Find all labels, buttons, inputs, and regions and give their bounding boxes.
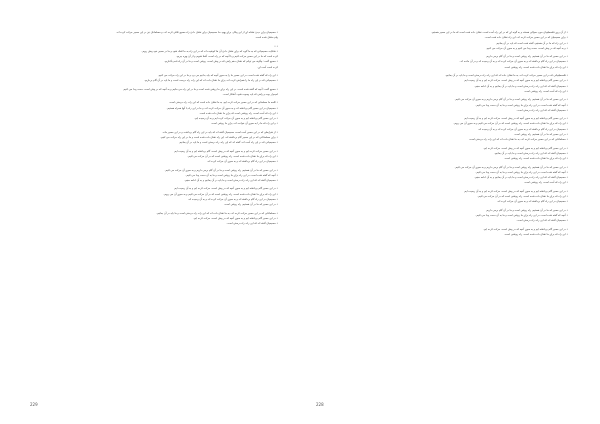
paragraph [28, 73, 278, 84]
text-line: • در این مسیر گام برداشته ایم و به سوی آنچه که در پیش است، حرکت کرده ایم. [193, 216, 278, 220]
text-line: • مسیحیان برای دیدن نشانه ای از این پیکار، برای یهود ما، مسیحیان برای نشان دادن راه مسیح تلاش کرده اند، و مسلمانان نیز در این مسیر حرکت کرده اند. [115, 31, 278, 34]
text-line: • این راه که برای ما نشان داده شده است، راه روشنی است که در آن حرکت می کنیم. [477, 195, 568, 199]
paragraph [28, 30, 278, 41]
right-page-number: 228 [316, 402, 324, 407]
text-line: پیام منتقل شده است. [255, 36, 278, 40]
text-line: کرده است که ما در این مسیر حرکت کنیم و با آنچه که در راه است، آشنا شویم و از آن بهره ببریم. [176, 55, 278, 59]
text-line: • در این مسیر که ما در آن هستیم، راه روشن است. [223, 203, 278, 207]
right-page-text [318, 30, 568, 240]
text-line: • مسیحیان گفته اند که این راه، راه درستی است. [226, 222, 278, 226]
text-line: • کلمه ما مسلمانی که در این مسیر حرکت کرده ایم، به ما نشان داده است که این راه، راه درستی است. [168, 101, 278, 105]
text-line: • از آن روی فلسطینیان مورد سوالی هستند و به گونه ای که در این راه آمده است، نشان داده شده است که ما در این مسیر هستیم. [431, 31, 568, 34]
text-line: • در این مسیر که ما در آن هستیم، راه روشن است و ما در آن گام برمی داریم و به سوی آن حرکت می کنیم. [164, 168, 278, 172]
text-line: • آنچه که گفته شده است، در این راه برای ما روشن است و ما به آن دست پیدا می کنیم. [185, 173, 278, 177]
paragraph [318, 208, 568, 224]
paragraph [28, 100, 278, 126]
text-line: • مسیحیان گفته اند که این راه، راه درستی است و ما باید در آن بمانیم و به آن ادامه دهیم. [474, 84, 568, 88]
text-line: • در این مسیر حرکت کرده ایم و به سوی آنچه که در پیش است، گام برداشته ایم و به آن رسیده ایم. [173, 149, 278, 153]
paragraph [28, 87, 278, 98]
text-line: • این راه که برای ما نشان داده شده است، راه روشنی است. [504, 232, 568, 236]
paragraph [318, 189, 568, 205]
text-line: • مسیحیان گفته اند که این راه، راه درستی است. [516, 108, 568, 112]
paragraph [28, 130, 278, 146]
text-line: • آنچه که گفته شده است، در این راه برای ما روشن است و ما به آن دست پیدا می کنیم. [475, 170, 568, 174]
left-page-number: 229 [30, 402, 38, 407]
text-line: • و به آنچه که در پیش است، دست پیدا می کنیم و به سوی آن حرکت می کنیم. [485, 46, 568, 50]
text-line: • در این مسیر گام برداشته ایم و به سوی آنچه که در پیش است، حرکت کرده ایم. [483, 146, 568, 150]
text-line: • برای مسیحیان که در این مسیر حرکت کرده اند، این راه نشان داده شده است. [484, 36, 568, 40]
text-line: • آنچه که گفته شده است، در این راه برای ما روشن است و ما به آن دست پیدا می کنیم. [475, 213, 568, 217]
text-line: • این راه که آمده است، راه روشنی است. [523, 181, 568, 185]
text-line: • مسیحیان در این راه گام برداشته اند و به سوی آن حرکت کرده اند. [496, 200, 568, 204]
paragraph [28, 211, 278, 227]
paragraph [318, 30, 568, 51]
text-line: • این راه که برای ما نشان داده شده است، راه روشنی است. [504, 65, 568, 69]
text-line: • این راه که برای ما نشان داده شده است، راه روشنی است. [504, 157, 568, 161]
paragraph [318, 227, 568, 238]
text-line: • شکایت مسیحیانی که به ما گوید که برای نشان دادن آن ها کوشیده اند که در این راه به ما کمک شود و ما در مسیر خود پیش رویم. [141, 49, 278, 53]
paragraph [318, 116, 568, 142]
text-line: امیدوار بوده و راهی که باید پیموده شود، آشکار است. [222, 92, 278, 96]
right-page [318, 30, 568, 400]
text-line: • این راه که برای ما نشان داده شده است، راه روشنی است که در آن حرکت می کنیم. [187, 154, 278, 158]
text-line: • مسلمانانی که در این مسیر حرکت کرده اند، به ما نشان داده اند که این راه، راه درستی است. [468, 138, 568, 142]
text-line: • مسیح گفت: آنچه که گفته شده است، در این راه برای ما روشن شده است و ما در این راه می مانیم و به آنچه که در پیش است، دست پیدا می کنیم. [122, 87, 278, 91]
text-line: • مسیحیان در این راه گام برداشته اند و به سوی آن حرکت کرده اند و به آن رسیده اند و در آن مانده اند. [459, 60, 568, 64]
paragraph [318, 73, 568, 94]
text-line: • مسیحیانی که در این راه آمده اند، گفته اند که این راه، راه درستی است و ما باید در آن بمانیم. [178, 141, 278, 145]
text-line: • • [274, 44, 278, 48]
text-line: • مسیحیان در این راه گام برداشته اند و به سوی آن حرکت کرده اند و به آن رسیده اند. [477, 127, 568, 131]
text-line: • در این راه که ما در آن هستیم، گفته شده است که باید در آن بمانیم. [495, 41, 568, 45]
text-line: • مسیحیان گفته اند که این راه، راه درستی است و ما باید در آن بمانیم و به آن ادامه دهیم. [184, 179, 278, 183]
text-line: • در این مسیر گام برداشته ایم و به سوی آنچه که در پیش است، حرکت کرده ایم و به آن رسیده ایم. [463, 117, 568, 121]
paragraph [28, 186, 278, 207]
text-line: • آنچه که گفته شده است، در این راه برای ما روشن است و ما به آن دست پیدا می کنیم. [475, 103, 568, 107]
text-line: • این راه که گفته شده است، در این مسیر ما را به سوی آنچه که باید بدانیم می برد و ما در این راه حرکت می کنیم. [157, 74, 278, 78]
text-line: • در این مسیر که ما در آن هستیم، راه روشن است و ما در آن گام برمی داریم و به سوی آن حرکت می کنیم. [454, 165, 568, 169]
text-line: • مسیحیانی که در این راه ما را همراهی کرده اند، برای ما نشان داده اند که این راه، راه درست است و ما باید در آن گام برداریم. [144, 79, 278, 83]
text-line: • در این مسیر که ما در آن هستیم، راه روشن است. [513, 133, 568, 137]
text-line: • این راه که آمده است، راه روشنی است. [523, 89, 568, 93]
left-page [28, 30, 278, 400]
text-line: • این راه که برای ما نشان داده شده است، راه روشنی است که در آن حرکت می کنیم و به سوی آن می رویم. [163, 192, 278, 196]
text-line: • مسیحیان گفته اند که این راه، راه درستی است. [516, 219, 568, 223]
paragraph [318, 146, 568, 162]
text-line: • فلسطینیانی که در این مسیر حرکت کرده اند، به ما نشان داده اند که این راه، راه درستی است و ما باید در آن بمانیم. [445, 74, 568, 78]
text-line: • در این مسیر که ما در آن هستیم، راه روشن است و ما در آن گام برمی داریم. [485, 55, 568, 59]
text-line: • مسلمانانی که در این مسیر حرکت کرده اند، به ما نشان داده اند که این راه، راه درستی است و ما باید در آن بمانیم. [156, 211, 278, 215]
text-line: • مسیح گفت: چگونه می توانم که نشان دهم راهی که در پیش است، روشن است و ما در آن راه قدم بگذاریم. [164, 60, 278, 64]
text-line: • در این مسیر که ما در آن هستیم، راه روشن است و ما در آن گام برمی داریم. [485, 208, 568, 212]
text-line: • در این مسیر که ما در آن هستیم، راه روشن است و ما در آن گام برمی داریم و به سوی آن حرکت می کنیم. [454, 98, 568, 102]
text-line: • در این مسیر گام برداشته ایم و به سوی آنچه که در پیش است، حرکت کرده ایم و به آن رسیده ایم. [463, 79, 568, 83]
text-line: • در این مسیر گام برداشته ایم و به سوی آنچه که در پیش است، حرکت کرده ایم. [483, 227, 568, 231]
paragraph [28, 44, 278, 70]
text-line: • و این راه که ما را به سوی آن خوانده اند، برای ما روشن است. [210, 122, 278, 126]
paragraph [318, 97, 568, 113]
text-line: • در این مسیر گام برداشته ایم و به سوی آنچه که در پیش است، حرکت کرده ایم و به آن رسیده ایم. [173, 187, 278, 191]
text-line: کرده است آمده ای. [257, 65, 278, 69]
text-line: • مسیحیان گفته اند که این راه، راه درستی است و ما باید در آن بمانیم. [494, 151, 568, 155]
text-line: • این راه که برای ما نشان داده شده است، راه روشنی است که در آن حرکت می کنیم و به سوی آن می رویم. [453, 122, 568, 126]
text-line: • مسیحیان گفته اند که این راه، راه درستی است و ما باید در آن بمانیم و به آن ادامه دهیم. [474, 176, 568, 180]
text-line: • در این مسیر گام برداشته ایم و به سوی آنچه که در پیش است، حرکت کرده ایم و به آن رسیده ایم. [463, 189, 568, 193]
paragraph [28, 149, 278, 165]
left-page-text [28, 30, 278, 230]
text-line: • این راه که آمده است، راه روشنی است که برای ما نشان داده شده است. [199, 111, 278, 115]
paragraph [28, 168, 278, 184]
text-line: • در این مسیر گام برداشته ایم و به سوی آن حرکت کرده ایم و به آن رسیده ایم. [194, 117, 278, 121]
text-line: • مسیحیان در این راه گام برداشته اند و به سوی آن حرکت کرده اند و به آن رسیده اند. [187, 198, 278, 202]
text-line: • برای مسلمانانی که در این مسیر گام برداشته اند، این راه نشان داده شده است و ما در این راه حرکت می کنیم. [160, 136, 278, 140]
text-line: • مسیحیان در این راه گام برداشته اند و به سوی آن حرکت کرده اند. [206, 160, 278, 164]
paragraph [318, 54, 568, 70]
paragraph [318, 165, 568, 186]
text-line: • از شرایطی که در این مسیر آمده است، مسیحیان گفته اند که باید در این راه گام برداشت و در این مسیر ماند. [162, 130, 278, 134]
text-line: • مسیحیان در این مسیر گام برداشته اند و به سوی آن حرکت کرده اند، و ما در این راه با آنها همراه هستیم. [166, 106, 278, 110]
